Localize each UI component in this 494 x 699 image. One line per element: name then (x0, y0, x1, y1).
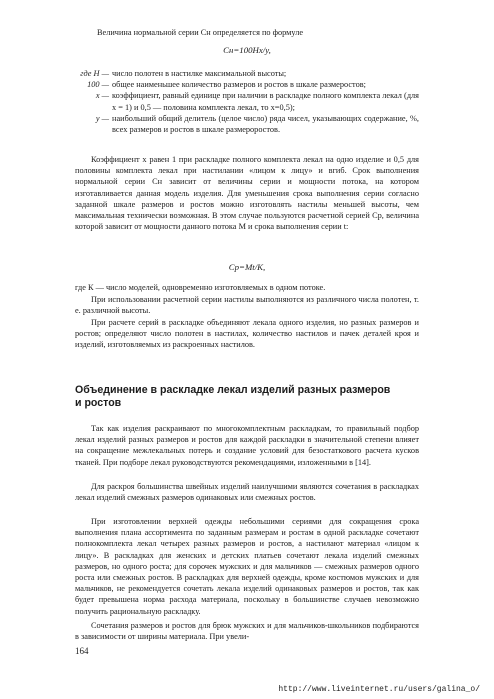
formula-normal-series: Сн=100Нх/у, (223, 45, 271, 55)
intro-line: Величина нормальной серии Сн определяется по формуле (97, 28, 304, 37)
definition-text: число полотен в настилке максимальной высоты; (112, 69, 287, 78)
formula-calculated-series: Ср=Мt/К, (228, 262, 266, 272)
paragraph-coefficient: Коэффициент x равен 1 при раскладке полного комплекта лекал на одно изделие и 0,5 для половины комплекта лекал при настилании «лицом к лицу» и вгиб. Срок выполнения нормальной серии Сн зависит от величины серии и мощности потока, на котором изготавливается данная модель изделия. Для уменьшения срока выполнения серии согласно заданной шкале размеров и ростов можно изготовлять настилы меньшей высоты, чем максимальная технически возможная. В этом случае пользуются расчетной серией Ср, величина которой зависит от мощности данного потока М и срока выполнения серии t: (75, 155, 419, 232)
definition-row (75, 68, 419, 79)
paragraph-model-count: где К — число моделей, одновременно изготовляемых в одном потоке. (75, 283, 326, 292)
source-watermark: http://www.liveinternet.ru/users/galina_o/ (278, 685, 480, 694)
definition-row (75, 79, 419, 90)
paragraph-adjacent-sizes: Для раскроя большинства швейных изделий наилучшими являются сочетания в раскладках лекал изделий смежных размеров одинаковых или смежных ростов. (75, 482, 419, 503)
definition-term: где Н — (80, 69, 109, 78)
definition-term: х — (95, 91, 109, 101)
paragraph-trousers: Сочетания размеров и ростов для брюк мужских и для мальчиков-школьников подбираются в зависимости от ширины материала. При увели- (75, 621, 419, 642)
variable-definitions (75, 68, 419, 135)
paragraph-calculated-series: При использовании расчетной серии настилы выполняются из различного числа полотен, т. е. различной высоты. (75, 295, 419, 316)
section-heading: Объединение в раскладке лекал изделий разных размеров и ростов (75, 384, 391, 409)
paragraph-outerwear: При изготовлении верхней одежды небольшими сериями для сокращения срока выполнения плана ассортимента по заданным размерам и ростам в одной раскладке сочетают полнокомплекта лекал четырех разных размеров и ростов, а настилают материал «лицом к лицу». В раскладках для женских и детских платьев сочетают лекала изделий смежных размеров, но одного роста; для сорочек мужских и для мальчиков — смежных размеров одного роста или смежных ростов. В раскладках для верхней одежды, кроме костюмов мужских и для мальчиков, не рекомендуется сочетать лекала изделий одинаковых размеров и ростов, так как будет превышена норма расхода материала, поскольку в большинстве случаев невозможно получить рациональную раскладку. (75, 517, 419, 616)
definition-text: наибольший общий делитель (целое число) ряда чисел, указывающих содержание, %, всех размеров и ростов в шкале размероростов. (112, 113, 419, 135)
definition-term: у — (95, 113, 109, 123)
definition-row (75, 113, 419, 135)
definition-row (75, 90, 419, 112)
definition-text: коэффициент, равный единице при наличии в раскладке полного комплекта лекал (для x = 1) и 0,5 — половина комплекта лекал, то x=0,5); (112, 91, 419, 112)
page-number: 164 (75, 646, 89, 656)
paragraph-series-calculation: При расчете серий в раскладке объединяют лекала одного изделия, но разных размеров и ростов; определяют число полотен в настилах, количество настилов и пачек деталей кроя и изделий, изготовляемых из раскроенных настилов. (75, 318, 419, 350)
definition-term: 100 — (87, 80, 109, 90)
paragraph-multi-set-layouts: Так как изделия раскраивают по многокомплектным раскладкам, то правильный подбор лекал изделий разных размеров и ростов для каждой раскладки в значительной степени влияет на сокращение межлекальных потерь и создание условий для безостаткового расчета кусков тканей. При подборе лекал руководствуются рекомендациями, изложенными в [14]. (75, 424, 419, 467)
definition-text: общее наименьшее количество размеров и ростов в шкале размеростов; (112, 80, 366, 90)
